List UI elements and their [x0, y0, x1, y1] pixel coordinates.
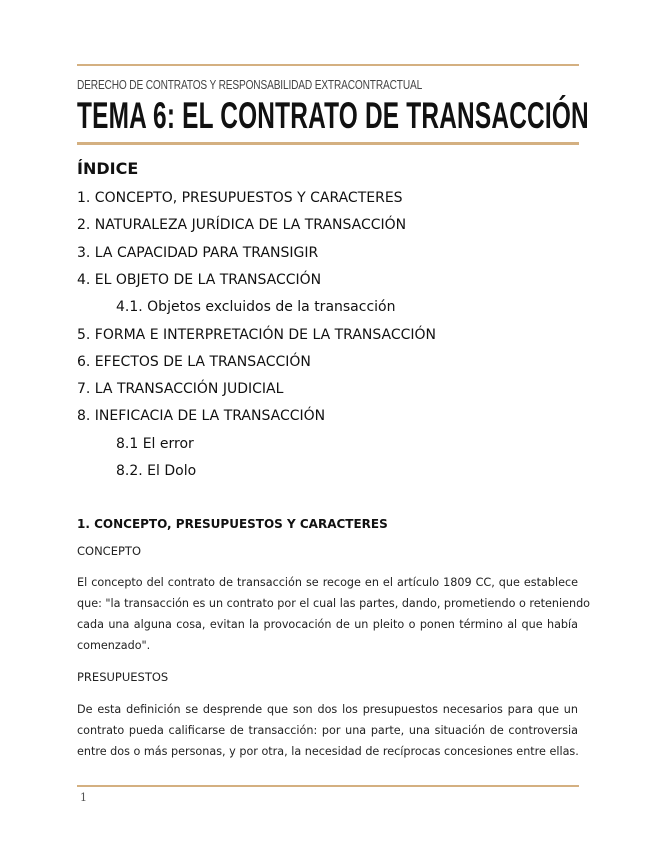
- toc-item[interactable]: 3. LA CAPACIDAD PARA TRANSIGIR: [77, 245, 319, 261]
- toc-item[interactable]: 1. CONCEPTO, PRESUPUESTOS Y CARACTERES: [77, 190, 403, 206]
- paragraph-line: entre dos o más personas, y por otra, la necesidad de recíprocas concesiones entre ellas.: [77, 745, 579, 758]
- header-bottom-rule: [77, 142, 579, 145]
- toc-subitem[interactable]: 8.2. El Dolo: [116, 463, 197, 479]
- toc-item[interactable]: 8. INEFICACIA DE LA TRANSACCIÓN: [77, 408, 326, 424]
- index-heading: ÍNDICE: [77, 159, 139, 178]
- concepto-label: CONCEPTO: [77, 544, 141, 558]
- header-top-rule: [77, 64, 579, 66]
- toc-item[interactable]: 6. EFECTOS DE LA TRANSACCIÓN: [77, 354, 311, 370]
- toc-item[interactable]: 5. FORMA E INTERPRETACIÓN DE LA TRANSACCIÓN: [77, 327, 437, 343]
- page-title: TEMA 6: EL CONTRATO DE TRANSACCIÓN: [77, 95, 589, 136]
- paragraph-line: De esta definición se desprende que son dos los presupuestos necesarios para que un: [77, 703, 578, 716]
- paragraph-line: comenzado".: [77, 639, 151, 652]
- toc-item[interactable]: 4. EL OBJETO DE LA TRANSACCIÓN: [77, 272, 322, 288]
- presupuestos-label: PRESUPUESTOS: [77, 670, 169, 684]
- toc-item[interactable]: 7. LA TRANSACCIÓN JUDICIAL: [77, 381, 284, 397]
- page-number: 1: [80, 791, 87, 804]
- paragraph-line: El concepto del contrato de transacción se recoge en el artículo 1809 CC, que establece: [77, 576, 578, 589]
- footer-rule: [77, 785, 579, 787]
- toc-item[interactable]: 2. NATURALEZA JURÍDICA DE LA TRANSACCIÓN: [77, 217, 407, 233]
- toc-subitem[interactable]: 4.1. Objetos excluidos de la transacción: [116, 299, 396, 315]
- paragraph-line: contrato pueda calificarse de transacción: por una parte, una situación de controversia: [77, 724, 578, 737]
- paragraph-line: que: "la transacción es un contrato por el cual las partes, dando, prometiendo o reteniendo: [77, 597, 591, 610]
- toc-subitem[interactable]: 8.1 El error: [116, 436, 194, 452]
- section-heading: 1. CONCEPTO, PRESUPUESTOS Y CARACTERES: [77, 517, 388, 531]
- course-name: DERECHO DE CONTRATOS Y RESPONSABILIDAD EXTRACONTRACTUAL: [77, 77, 423, 92]
- paragraph-line: cada una alguna cosa, evitan la provocación de un pleito o ponen término al que había: [77, 618, 578, 631]
